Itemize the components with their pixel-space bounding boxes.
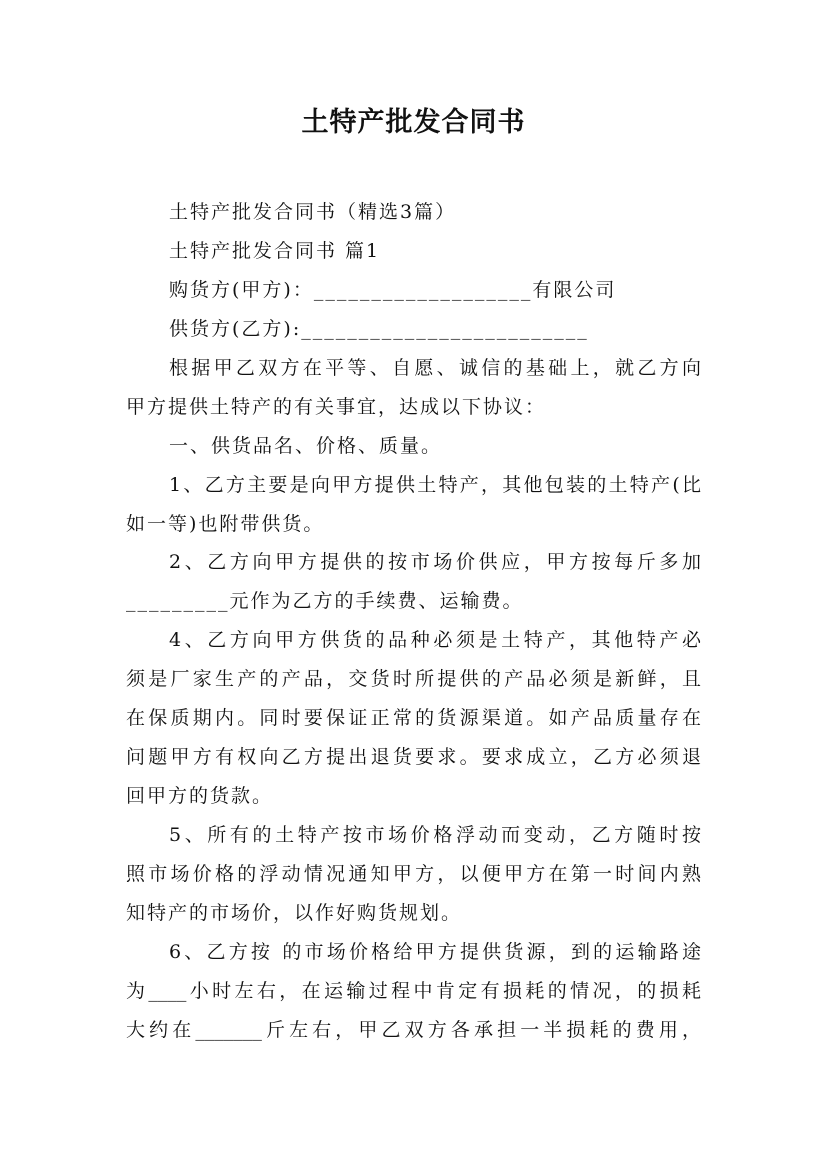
document-title: 土特产批发合同书 [301, 107, 526, 138]
buyer-line: 购货方(甲方)：___________________有限公司 [169, 279, 617, 301]
clause-heading: 一、供货品名、价格、质量。 [169, 435, 443, 457]
paragraph-line: 6、乙方按 的市场价格给甲方提供货源，到的运输路途 [169, 941, 701, 963]
paragraph-line: 问题甲方有权向乙方提出退货要求。要求成立，乙方必须退 [126, 746, 701, 768]
paragraph-line: 须是厂家生产的产品，交货时所提供的产品必须是新鲜，且 [126, 668, 701, 690]
paragraph-line: 4、乙方向甲方供货的品种必须是土特产，其他特产必 [169, 629, 701, 651]
paragraph-line: 1、乙方主要是向甲方提供土特产，其他包装的土特产(比 [169, 474, 701, 496]
paragraph-line: 5、所有的土特产按市场价格浮动而变动，乙方随时按 [169, 824, 701, 846]
paragraph-line: 2、乙方向甲方提供的按市场价供应，甲方按每斤多加 [169, 551, 701, 573]
supplier-line: 供货方(乙方):_________________________ [169, 318, 589, 340]
paragraph-line: 根据甲乙双方在平等、自愿、诚信的基础上，就乙方向 [169, 357, 701, 379]
paragraph-line: 甲方提供土特产的有关事宜，达成以下协议： [126, 396, 547, 418]
subtitle: 土特产批发合同书（精选3篇） [169, 201, 457, 223]
paragraph-line: 大约在_______斤左右，甲乙双方各承担一半损耗的费用， [126, 1019, 701, 1041]
paragraph-line: 如一等)也附带供货。 [126, 513, 325, 535]
paragraph-line: _________元作为乙方的手续费、运输费。 [126, 590, 524, 612]
section-heading: 土特产批发合同书 篇1 [169, 240, 381, 262]
paragraph-line: 知特产的市场价，以作好购货规划。 [126, 902, 463, 924]
paragraph-line: 在保质期内。同时要保证正常的货源渠道。如产品质量存在 [126, 707, 701, 729]
paragraph-line: 为____小时左右，在运输过程中肯定有损耗的情况，的损耗 [126, 980, 701, 1002]
paragraph-line: 回甲方的货款。 [126, 785, 274, 807]
paragraph-line: 照市场价格的浮动情况通知甲方，以便甲方在第一时间内熟 [126, 863, 701, 885]
